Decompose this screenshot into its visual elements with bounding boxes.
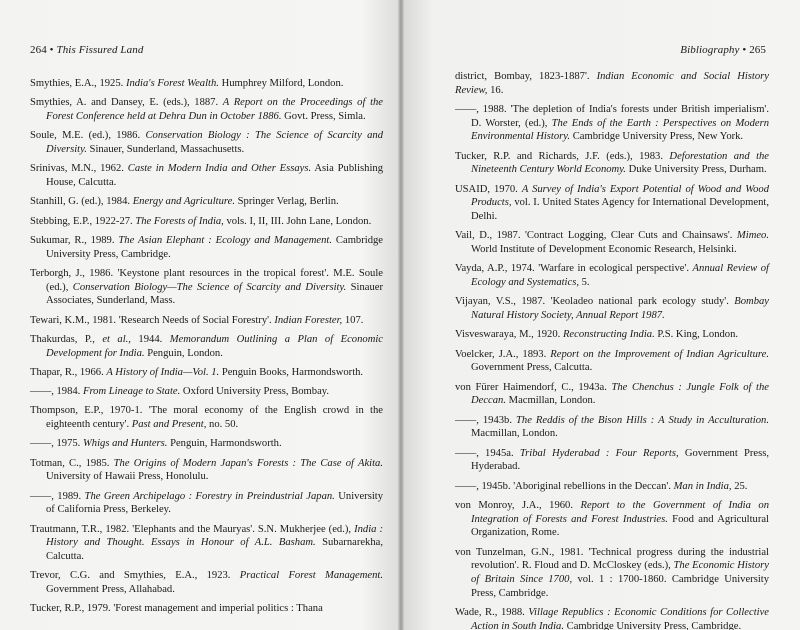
bibliography-entry: [455, 546, 769, 601]
bibliography-entry: [455, 150, 769, 177]
right-page-header: [680, 44, 766, 56]
bibliography-entry: [30, 234, 383, 261]
entry-text: Govt. Press, Simla.: [281, 111, 366, 122]
entry-text: Visveswaraya, M., 1920.: [455, 329, 563, 341]
entry-text: Asia Publishing House, Calcutta.: [46, 163, 383, 188]
entry-title: The Chenchus : Jungle Folk of the Deccan.: [471, 381, 769, 407]
entry-text: von Tunzelman, G.N., 1981. 'Technical progress during the industrial revolution'. R. Floud and D. McCloskey (eds.),: [455, 546, 769, 572]
entry-text: Humphrey Milford, London.: [218, 78, 344, 89]
entry-title: Energy and Agriculture.: [132, 196, 235, 208]
bibliography-entry: [455, 70, 769, 97]
entry-title: The Asian Elephant : Ecology and Management.: [118, 234, 333, 246]
bibliography-list: [455, 70, 769, 630]
bibliography-entry: [455, 229, 769, 256]
entry-title: From Lineage to State.: [82, 386, 181, 398]
entry-title: The Green Archipelago : Forestry in Preindustrial Japan.: [84, 490, 335, 502]
entry-text: University of California Press, Berkeley.: [46, 490, 384, 516]
book-gutter: [398, 0, 404, 630]
entry-title: Indian Forester,: [274, 314, 343, 326]
page-number: 264: [30, 44, 47, 56]
bibliography-entry: [30, 490, 383, 517]
entry-text: Government Press, Calcutta.: [471, 362, 593, 374]
entry-title: et al.,: [102, 333, 131, 345]
entry-text: Thakurdas, P.,: [30, 333, 103, 345]
entry-text: Food and Agricultural Organization, Rome.: [471, 513, 770, 539]
entry-text: ——, 1984.: [30, 386, 83, 398]
bibliography-entry: [455, 103, 769, 144]
entry-title: Tribal Hyderabad : Four Reports,: [519, 447, 679, 459]
entry-text: Penguin, London.: [144, 347, 223, 359]
entry-title: Practical Forest Management.: [239, 570, 383, 582]
bibliography-entry: [455, 348, 769, 375]
entry-text: Penguin Books, Harmondsworth.: [219, 366, 364, 378]
bibliography-entry: [30, 602, 383, 616]
bibliography-entry: [455, 381, 769, 408]
entry-title: Whigs and Hunters.: [82, 438, 168, 450]
entry-title: Reconstructing India.: [562, 329, 655, 341]
entry-text: University of Hawaii Press, Honolulu.: [46, 471, 209, 483]
bibliography-entry: [455, 499, 769, 540]
entry-title: India : History and Thought. Essays in Honour of A.L. Basham.: [46, 523, 384, 549]
entry-text: Vayda, A.P., 1974. 'Warfare in ecological perspective'.: [455, 263, 693, 275]
entry-text: Springer Verlag, Berlin.: [235, 196, 339, 208]
entry-text: Voelcker, J.A., 1893.: [455, 348, 551, 360]
bibliography-entry: [30, 129, 383, 156]
bibliography-entry: [30, 333, 383, 360]
right-page: [401, 0, 800, 630]
bibliography-entry: [30, 385, 383, 399]
entry-text: Smythies, E.A., 1925.: [30, 78, 126, 89]
entry-text: ——, 1943b.: [455, 414, 517, 426]
bibliography-entry: [455, 480, 769, 494]
entry-title: The Ends of the Earth : Perspectives on Modern Environmental History.: [471, 117, 769, 143]
entry-title: Man in India,: [673, 480, 732, 492]
entry-text: Tucker, R.P. and Richards, J.F. (eds.), 1983.: [455, 150, 670, 162]
entry-text: Vijayan, V.S., 1987. 'Keoladeo national park ecology study'.: [455, 296, 735, 308]
bibliography-entry: [455, 328, 769, 342]
entry-title: Mimeo.: [736, 230, 769, 242]
entry-title: The Reddis of the Bison Hills : A Study in Acculturation.: [516, 414, 769, 426]
bibliography-entry: [30, 215, 383, 229]
entry-text: Thompson, E.P., 1970-1. 'The moral economy of the English crowd in the eighteenth century'.: [30, 405, 383, 431]
entry-text: Terborgh, J., 1986. 'Keystone plant resources in the tropical forest'. M.E. Soule (ed.),: [30, 267, 383, 293]
entry-text: Thapar, R., 1966.: [30, 366, 107, 378]
entry-text: 107.: [342, 314, 364, 326]
bibliography-entry: [455, 606, 769, 630]
bibliography-entry: [30, 267, 383, 308]
bibliography-list: [30, 77, 383, 622]
entry-text: von Fürer Haimendorf, C., 1943a.: [455, 381, 612, 393]
entry-text: Cambridge University Press, New York.: [570, 131, 744, 143]
entry-text: district, Bombay, 1823-1887'.: [455, 71, 597, 82]
bibliography-entry: [30, 523, 383, 564]
bibliography-entry: [30, 457, 383, 484]
running-title: Bibliography: [680, 44, 740, 56]
entry-text: Macmillan, London.: [506, 395, 596, 407]
bibliography-entry: [455, 295, 769, 322]
entry-title: Indian Economic and Social History Review,: [455, 71, 769, 96]
bibliography-entry: [30, 96, 383, 123]
entry-text: USAID, 1970.: [455, 183, 522, 195]
entry-title: Conservation Biology—The Science of Scarcity and Diversity.: [72, 281, 347, 293]
bibliography-entry: [30, 77, 383, 91]
page-number: 265: [749, 44, 766, 56]
entry-text: Cambridge University Press, Cambridge.: [563, 620, 742, 630]
bibliography-entry: [455, 414, 769, 441]
entry-title: A Survey of India's Export Potential of Wood and Wood Products,: [471, 183, 769, 209]
entry-text: no. 50.: [206, 419, 239, 431]
left-page-header: [30, 44, 143, 56]
entry-title: A Report on the Proceedings of the Forest Conference held at Dehra Dun in October 1886.: [46, 97, 384, 122]
entry-text: Subarnarekha, Calcutta.: [46, 537, 383, 563]
bibliography-entry: [30, 366, 383, 380]
bibliography-entry: [455, 447, 769, 474]
entry-text: Trautmann, T.R., 1982. 'Elephants and the Mauryas'. S.N. Mukherjee (ed.),: [30, 523, 355, 535]
entry-text: Sukumar, R., 1989.: [30, 234, 119, 246]
entry-text: 16.: [487, 84, 504, 96]
entry-text: vols. I, II, III. John Lane, London.: [223, 215, 372, 227]
entry-title: A History of India—Vol. 1.: [106, 366, 220, 378]
entry-text: Tewari, K.M., 1981. 'Research Needs of Social Forestry'.: [30, 314, 275, 326]
bibliography-entry: [30, 314, 383, 328]
entry-text: ——, 1945b. 'Aboriginal rebellions in the Deccan'.: [455, 480, 674, 492]
header-bullet: •: [49, 44, 54, 56]
entry-text: ——, 1988. 'The depletion of India's forests under British imperialism'. D. Worster, (ed.),: [455, 104, 769, 129]
entry-text: Srinivas, M.N., 1962.: [30, 163, 128, 175]
entry-title: Annual Review of Ecology and Systematics,: [471, 263, 769, 289]
entry-text: Duke University Press, Durham.: [625, 164, 767, 176]
entry-text: Soule, M.E. (ed.), 1986.: [30, 130, 146, 142]
bibliography-entry: [455, 262, 769, 289]
entry-title: Caste in Modern India and Other Essays.: [127, 163, 312, 175]
entry-title: Memorandum Outlining a Plan of Economic Development for India.: [46, 333, 383, 359]
entry-text: vol. 1 : 1700-1860. Cambridge University Press, Cambridge.: [471, 574, 770, 599]
entry-text: Government Press, Hyderabad.: [471, 447, 770, 473]
bibliography-entry: [455, 183, 769, 224]
entry-title: Past and Present,: [131, 419, 207, 431]
entry-text: Stebbing, E.P., 1922-27.: [30, 215, 136, 227]
bibliography-entry: [30, 195, 383, 209]
entry-title: Village Republics : Economic Conditions for Collective Action in South India.: [471, 607, 769, 630]
entry-text: Oxford University Press, Bombay.: [180, 386, 330, 398]
entry-text: Government Press, Allahabad.: [46, 584, 175, 596]
entry-title: The Economic History of Britain Since 1700,: [471, 560, 769, 586]
bibliography-entry: [30, 404, 383, 431]
entry-text: Cambridge University Press, Cambridge.: [46, 234, 383, 260]
entry-text: Stanhill, G. (ed.), 1984.: [30, 196, 133, 208]
header-bullet: •: [742, 44, 747, 56]
entry-text: Trevor, C.G. and Smythies, E.A., 1923.: [30, 570, 240, 582]
entry-text: Wade, R., 1988.: [455, 607, 529, 619]
entry-text: Smythies, A. and Dansey, E. (eds.), 1887.: [30, 97, 223, 109]
entry-title: Deforestation and the Nineteenth Century World Economy.: [471, 150, 770, 176]
entry-text: ——, 1945a.: [455, 447, 520, 459]
entry-text: P.S. King, London.: [654, 329, 739, 341]
entry-text: 1944.: [130, 333, 170, 345]
entry-text: 5.: [578, 277, 590, 289]
entry-text: Macmillan, London.: [471, 428, 558, 440]
entry-text: Totman, C., 1985.: [30, 457, 114, 469]
entry-text: Penguin, Harmondsworth.: [167, 438, 282, 450]
entry-text: Sinauer Associates, Sunderland, Mass.: [46, 281, 383, 307]
entry-text: von Monroy, J.A., 1960.: [455, 500, 581, 511]
entry-text: ——, 1989.: [30, 490, 85, 502]
entry-title: Report to the Government of India on Integration of Forests and Forest Industries.: [471, 500, 769, 525]
entry-title: Conservation Biology : The Science of Scarcity and Diversity.: [46, 130, 383, 155]
bibliography-entry: [30, 162, 383, 189]
entry-text: World Institute of Development Economic Research, Helsinki.: [471, 244, 737, 256]
entry-title: India's Forest Wealth.: [125, 78, 219, 89]
entry-text: Tucker, R.P., 1979. 'Forest management and imperial politics : Thana: [30, 603, 323, 615]
bibliography-entry: [30, 569, 383, 596]
entry-title: The Origins of Modern Japan's Forests : The Case of Akita.: [113, 457, 383, 469]
entry-text: Sinauer, Sunderland, Massachusetts.: [86, 144, 245, 155]
bibliography-entry: [30, 437, 383, 451]
entry-text: Vail, D., 1987. 'Contract Logging, Clear Cuts and Chainsaws'.: [455, 230, 737, 242]
entry-text: vol. I. United States Agency for International Development, Delhi.: [471, 197, 769, 223]
entry-text: ——, 1975.: [30, 438, 83, 450]
entry-title: Bombay Natural History Society, Annual Report 1987.: [471, 296, 769, 322]
running-title: This Fissured Land: [56, 44, 144, 56]
entry-title: The Forests of India,: [135, 215, 224, 227]
entry-text: 25.: [731, 480, 748, 492]
entry-title: Report on the Improvement of Indian Agriculture.: [550, 348, 769, 360]
